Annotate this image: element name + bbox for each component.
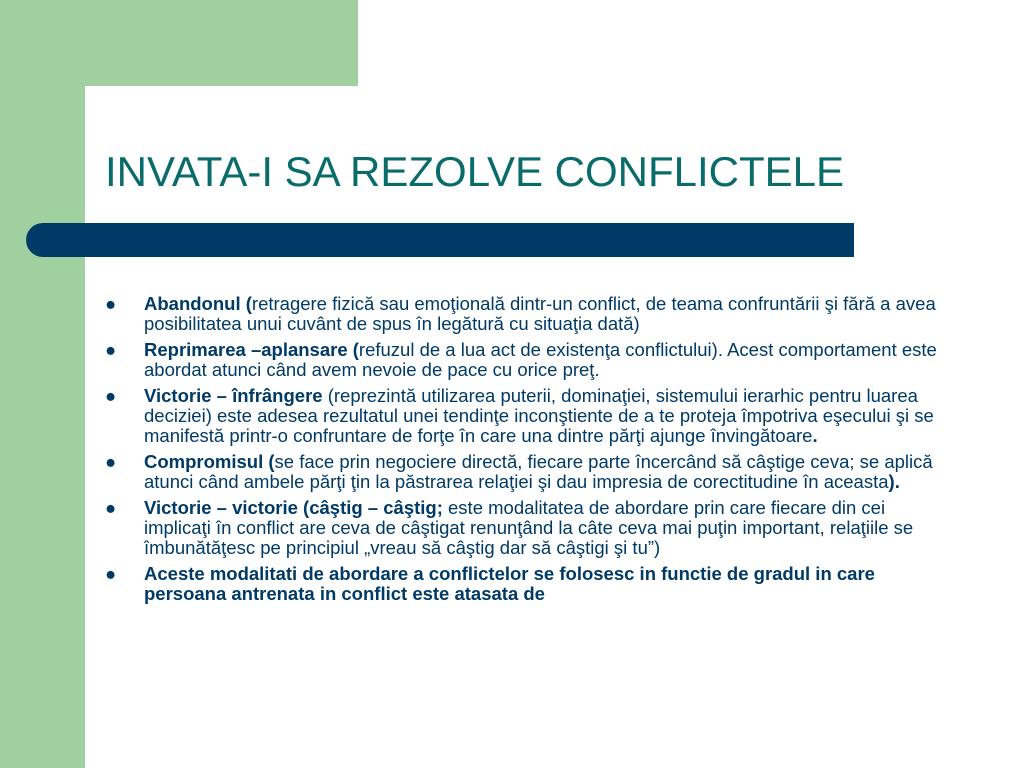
decorative-green-sidebar bbox=[0, 0, 85, 768]
bullet-term: Victorie – victorie (câştig – câştig; bbox=[144, 497, 443, 518]
slide-title: INVATA-I SA REZOLVE CONFLICTELE bbox=[105, 148, 845, 195]
bullet-item bbox=[105, 386, 955, 446]
bullet-term: Aceste modalitati de abordare a conflictelor se folosesc in functie de gradul in care persoana antrenata in conflict este atasata de bbox=[144, 563, 875, 604]
bullet-dot-icon: ● bbox=[105, 497, 117, 518]
bullet-dot-icon: ● bbox=[105, 339, 117, 360]
bullet-list bbox=[105, 294, 955, 610]
bullet-term: Compromisul ( bbox=[144, 451, 275, 472]
bullet-text: este modalitatea de abordare prin care fiecare din cei implicaţi în conflict are ceva de câştigat renunţând la câte ceva mai puţin important, relaţiile se îmbunătăţesc pe principiul „vreau să câştig dar să câştigi şi tu”) bbox=[144, 497, 914, 558]
bullet-term: Abandonul ( bbox=[144, 293, 252, 314]
bullet-text: (reprezintă utilizarea puterii, dominaţiei, sistemului ierarhic pentru luarea deciziei) este adesea rezultatul unei tendinţe inconştiente de a te proteja împotriva eşecului şi se manifestă printr-o confruntare de forţe în care una dintre părţi ajunge învingătoare bbox=[144, 385, 934, 446]
decorative-title-bar bbox=[26, 223, 854, 257]
bullet-term: Reprimarea –aplansare ( bbox=[144, 339, 359, 360]
bullet-item bbox=[105, 452, 955, 492]
bullet-item bbox=[105, 498, 955, 558]
bullet-text: refuzul de a lua act de existenţa conflictului). Acest comportament este abordat atunci când avem nevoie de pace cu orice preţ. bbox=[144, 339, 937, 380]
decorative-green-top-block bbox=[0, 0, 358, 86]
bullet-dot-icon: ● bbox=[105, 563, 117, 584]
bullet-end: . bbox=[812, 425, 818, 446]
bullet-item bbox=[105, 294, 955, 334]
bullet-text: retragere fizică sau emoţională dintr-un conflict, de teama confruntării şi fără a avea posibilitatea unui cuvânt de spus în legătură cu situaţia dată) bbox=[144, 293, 936, 334]
bullet-dot-icon: ● bbox=[105, 451, 117, 472]
bullet-end: ). bbox=[888, 471, 900, 492]
bullet-dot-icon: ● bbox=[105, 385, 117, 406]
bullet-item bbox=[105, 340, 955, 380]
bullet-text: se face prin negociere directă, fiecare parte încercând să câştige ceva; se aplică atunci când ambele părţi ţin la păstrarea relaţiei şi dau impresia de corectitudine în aceasta bbox=[144, 451, 933, 492]
bullet-item bbox=[105, 564, 955, 604]
bullet-term: Victorie – înfrângere bbox=[144, 385, 323, 406]
bullet-dot-icon: ● bbox=[105, 293, 117, 314]
